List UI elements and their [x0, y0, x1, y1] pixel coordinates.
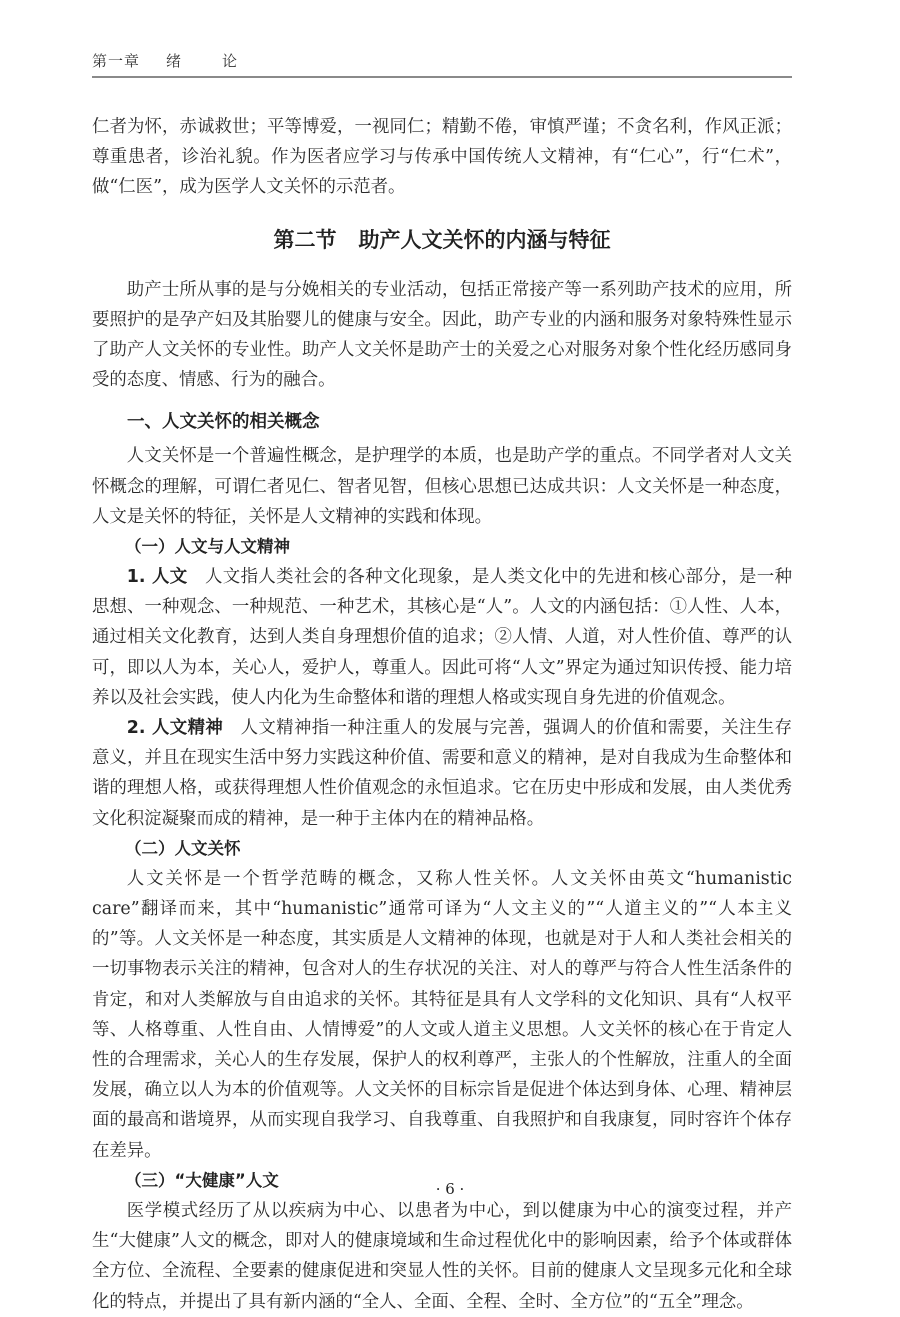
subsection3-heading: （三）“大健康”人文: [125, 1170, 279, 1190]
item1-term: 1. 人文: [126, 567, 188, 588]
item2-paragraph: [92, 713, 792, 834]
running-head: [92, 50, 792, 71]
subsection2-heading: （二）人文关怀: [125, 838, 241, 858]
item1-paragraph: [92, 562, 792, 713]
part1-intro-paragraph: 人文关怀是一个普遍性概念，是护理学的本质，也是助产学的重点。不同学者对人文关怀概念的理解，可谓仁者见仁、智者见智，但核心思想已达成共识：人文关怀是一种态度，人文是关怀的特征，关怀是人文精神的实践和体现。: [92, 446, 792, 527]
page-body: [92, 112, 792, 1317]
subsection2-paragraph: 人文关怀是一个哲学范畴的概念，又称人性关怀。人文关怀由英文“humanistic care”翻译而来，其中“humanistic”通常可译为“人文主义的”“人道主义的”“人本主义的”等。人文关怀是一种态度，其实质是人文精神的体现，也就是对于人和人类社会相关的一切事物表示关注的精神，包含对人的生存状况的关注、对人的尊严与符合人性生活条件的肯定，和对人类解放与自由追求的关怀。其特征是具有人文学科的文化知识、具有“人权平等、人格尊重、人性自由、人情博爱”的人文或人道主义思想。人文关怀的核心在于肯定人性的合理需求，关心人的生存发展，保护人的权利尊严，主张人的个性解放，注重人的全面发展，确立以人为本的价值观等。人文关怀的目标宗旨是促进个体达到身体、心理、精神层面的最高和谐境界，从而实现自我学习、自我尊重、自我照护和自我康复，同时容许个体存在差异。: [92, 868, 792, 1161]
subsection3-paragraph: 医学模式经历了从以疾病为中心、以患者为中心，到以健康为中心的演变过程，并产生“大健康”人文的概念，即对人的健康境域和生命过程优化中的影响因素，给予个体或群体全方位、全流程、全要素的健康促进和突显人性的关怀。目前的健康人文呈现多元化和全球化的特点，并提出了具有新内涵的“全人、全面、全程、全时、全方位”的“五全”理念。: [92, 1200, 792, 1312]
item2-text: 人文精神指一种注重人的发展与完善，强调人的价值和需要，关注生存意义，并且在现实生活中努力实践这种价值、需要和意义的精神，是对自我成为生命整体和谐的理想人格，或获得理想人性价值观念的永恒追求。它在历史中形成和发展，由人类优秀文化积淀凝聚而成的精神，是一种于主体内在的精神品格。: [92, 718, 792, 829]
item2-term: 2. 人文精神: [126, 718, 224, 739]
subsection1-heading: （一）人文与人文精神: [125, 537, 290, 557]
section-number: 第二节: [273, 227, 337, 252]
section-title: [92, 225, 792, 255]
chapter-title-part1: 绪: [166, 52, 183, 70]
part1-heading: 一、人文关怀的相关概念: [127, 412, 320, 433]
item1-text: 人文指人类社会的各种文化现象，是人类文化中的先进和核心部分，是一种思想、一种观念、一种规范、一种艺术，其核心是“人”。人文的内涵包括：①人性、人本，通过相关文化教育，达到人类自身理想价值的追求；②人情、人道，对人性价值、尊严的认可，即以人为本，关心人，爱护人，尊重人。因此可将“人文”界定为通过知识传授、能力培养以及社会实践，使人内化为生命整体和谐的理想人格或实现自身先进的价值观念。: [92, 567, 792, 708]
chapter-title-part2: 论: [222, 52, 239, 70]
section-heading: 助产人文关怀的内涵与特征: [358, 227, 611, 252]
chapter-label: 第一章: [92, 52, 141, 70]
page-number: · 6 ·: [435, 1180, 465, 1198]
header-rule: [92, 76, 792, 78]
section-lead-paragraph: 助产士所从事的是与分娩相关的专业活动，包括正常接产等一系列助产技术的应用，所要照护的是孕产妇及其胎婴儿的健康与安全。因此，助产专业的内涵和服务对象特殊性显示了助产人文关怀的专业性。助产人文关怀是助产士的关爱之心对服务对象个性化经历感同身受的态度、情感、行为的融合。: [92, 279, 792, 391]
intro-paragraph: 仁者为怀，赤诚救世；平等博爱，一视同仁；精勤不倦，审慎严谨；不贪名利，作风正派；尊重患者，诊治礼貌。作为医者应学习与传承中国传统人文精神，有“仁心”，行“仁术”，做“仁医”，成为医学人文关怀的示范者。: [92, 117, 792, 198]
